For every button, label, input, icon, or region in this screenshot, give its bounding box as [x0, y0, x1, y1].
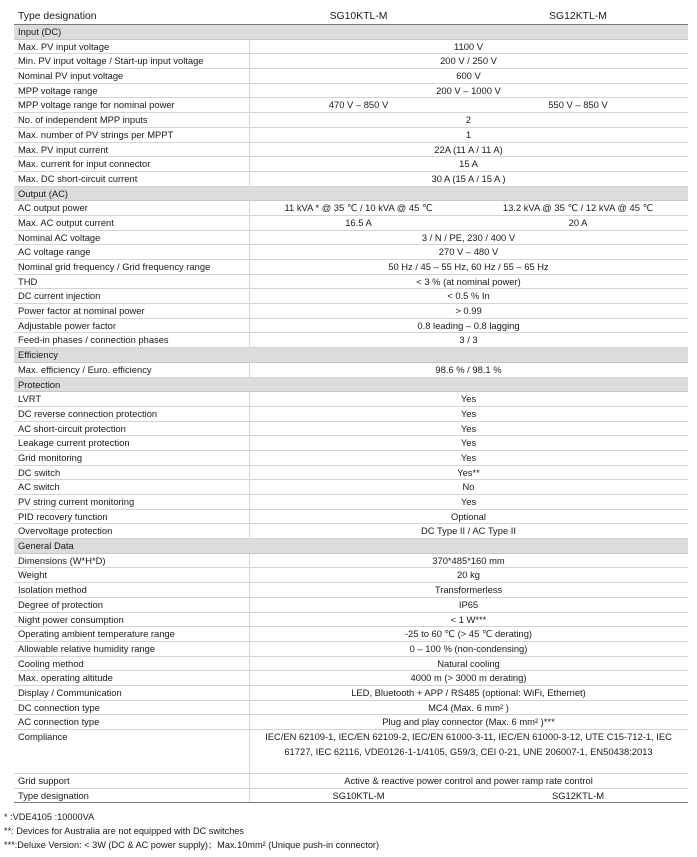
row-label: Max. current for input connector: [18, 158, 151, 170]
row-label: Power factor at nominal power: [18, 305, 145, 317]
footnotes: [4, 810, 379, 852]
row-value: 600 V: [456, 70, 481, 82]
table-row: [14, 583, 688, 598]
row-value: DC Type II / AC Type II: [420, 525, 516, 537]
row-label: Overvoltage protection: [18, 525, 113, 537]
table-row: [14, 774, 688, 789]
row-label: MPP voltage range for nominal power: [18, 99, 175, 111]
row-value: Plug and play connector (Max. 6 mm² )***: [382, 716, 555, 728]
row-value: 20 kg: [457, 569, 480, 581]
table-row: [14, 333, 688, 348]
table-row: [14, 495, 688, 510]
row-value: Natural cooling: [437, 657, 500, 669]
table-row: [14, 686, 688, 701]
row-value: -25 to 60 ℃ (> 45 ℃ derating): [404, 628, 533, 640]
table-row: [14, 231, 688, 246]
row-label: Grid monitoring: [18, 451, 83, 463]
row-label: Max. number of PV strings per MPPT: [18, 128, 174, 140]
row-label: Nominal PV input voltage: [18, 70, 124, 82]
table-row: [14, 143, 688, 158]
table-row: [14, 54, 688, 69]
table-row: [14, 392, 688, 407]
row-value: 270 V – 480 V: [438, 246, 499, 258]
table-row: [14, 510, 688, 525]
row-label: DC connection type: [18, 701, 100, 713]
row-value: Yes**: [457, 466, 480, 478]
row-label: MPP voltage range: [18, 84, 98, 96]
table-row: [14, 289, 688, 304]
table-row: [14, 363, 688, 378]
table-row: [14, 730, 688, 774]
table-row: [14, 172, 688, 187]
row-value: 3 / 3: [459, 334, 478, 346]
row-value: 3 / N / PE, 230 / 400 V: [421, 231, 516, 243]
row-label: Max. PV input voltage: [18, 40, 110, 52]
row-label: Nominal AC voltage: [18, 231, 101, 243]
row-value: 2: [465, 114, 472, 126]
table-row: [14, 701, 688, 716]
row-label: AC short-circuit protection: [18, 422, 126, 434]
table-row: [14, 84, 688, 99]
header-model-1: SG10KTL-M: [329, 11, 388, 22]
row-value-model-1: SG10KTL-M: [332, 789, 385, 801]
row-label: AC voltage range: [18, 246, 91, 258]
table-row: [14, 598, 688, 613]
table-row: [14, 275, 688, 290]
row-value-model-2: SG12KTL-M: [551, 789, 605, 801]
row-value: < 1 W***: [450, 613, 487, 625]
row-label: Adjustable power factor: [18, 319, 116, 331]
table-row: [14, 319, 688, 334]
row-value: No: [462, 481, 475, 493]
table-row: [14, 627, 688, 642]
row-value: 98.6 % / 98.1 %: [435, 363, 502, 375]
row-value: Yes: [460, 451, 477, 463]
table-row: [14, 201, 688, 216]
table-row: [14, 789, 688, 804]
row-value: 4000 m (> 3000 m derating): [410, 672, 527, 684]
table-row: [14, 157, 688, 172]
table-row: [14, 113, 688, 128]
row-label: Cooling method: [18, 657, 84, 669]
row-value-model-1: 470 V – 850 V: [328, 99, 389, 111]
row-label: Allowable relative humidity range: [18, 642, 156, 654]
row-value: Active & reactive power control and power ramp rate control: [344, 775, 593, 786]
row-label: AC connection type: [18, 716, 100, 728]
row-value: Yes: [460, 437, 477, 449]
row-value: 15 A: [459, 158, 478, 170]
table-row: [14, 480, 688, 495]
row-value: Transformerless: [434, 584, 503, 596]
table-row: [14, 554, 688, 569]
section-title: Efficiency: [14, 348, 688, 363]
row-value: 30 A (15 A / 15 A ): [431, 172, 506, 184]
row-value: 22A (11 A / 11 A): [434, 143, 503, 155]
row-label: No. of independent MPP inputs: [18, 114, 148, 126]
row-value: 1: [465, 128, 472, 140]
table-row: [14, 715, 688, 730]
section-title: Protection: [14, 378, 688, 393]
table-row: [14, 40, 688, 55]
row-label: Isolation method: [18, 584, 87, 596]
table-row: [14, 657, 688, 672]
table-row: [14, 524, 688, 539]
row-label: LVRT: [18, 393, 42, 405]
row-value: 50 Hz / 45 – 55 Hz, 60 Hz / 55 – 65 Hz: [388, 261, 549, 272]
row-value: Yes: [460, 496, 477, 507]
table-row: [14, 613, 688, 628]
row-value: IP65: [458, 598, 479, 610]
footnote: **: Devices for Australia are not equipped with DC switches: [4, 826, 245, 836]
row-label: Leakage current protection: [18, 437, 130, 449]
table-row: [14, 245, 688, 260]
row-value: Optional: [451, 510, 486, 522]
row-value: 370*485*160 mm: [432, 554, 505, 566]
row-value: 200 V – 1000 V: [436, 84, 501, 96]
row-value: Yes: [460, 407, 477, 419]
row-value-model-2: 13.2 kVA @ 35 ℃ / 12 kVA @ 45 ℃: [502, 202, 654, 214]
row-label: Display / Communication: [18, 686, 122, 698]
table-row: [14, 128, 688, 143]
table-row: [14, 407, 688, 422]
row-label: Weight: [18, 569, 48, 581]
row-value: 0.8 leading – 0.8 lagging: [417, 319, 520, 331]
section-title: Output (AC): [14, 187, 688, 202]
row-label: Night power consumption: [18, 613, 124, 625]
row-label: Max. operating altitude: [18, 672, 113, 684]
table-row: [14, 98, 688, 113]
row-label: Compliance: [18, 731, 68, 742]
table-row: [14, 466, 688, 481]
table-row: [14, 422, 688, 437]
row-value: LED, Bluetooth + APP / RS485 (optional: WiFi, Ethernet): [351, 686, 586, 698]
row-value: MC4 (Max. 6 mm² ): [428, 701, 509, 713]
row-value: > 0.99: [455, 305, 482, 317]
row-value-model-2: 550 V – 850 V: [548, 99, 608, 111]
row-value: Yes: [460, 393, 477, 405]
footnote: * :VDE4105 :10000VA: [4, 812, 95, 822]
header-label: Type designation: [18, 11, 97, 22]
row-label: Dimensions (W*H*D): [18, 554, 106, 566]
row-label: DC current injection: [18, 290, 101, 302]
row-label: Max. PV input current: [18, 143, 109, 155]
table-row: [14, 304, 688, 319]
row-value-model-1: 11 kVA * @ 35 ℃ / 10 kVA @ 45 ℃: [284, 202, 433, 214]
row-label: Max. efficiency / Euro. efficiency: [18, 363, 152, 375]
section-title: General Data: [14, 539, 688, 554]
row-label: Operating ambient temperature range: [18, 628, 175, 640]
row-label: Degree of protection: [18, 598, 103, 610]
table-row: [14, 671, 688, 686]
row-label: PID recovery function: [18, 510, 108, 522]
row-value: 200 V / 250 V: [440, 55, 497, 67]
row-label: Grid support: [18, 775, 70, 786]
spec-table: [14, 8, 688, 803]
table-row: [14, 436, 688, 451]
row-label: Feed-in phases / connection phases: [18, 334, 169, 346]
row-label: PV string current monitoring: [18, 496, 135, 507]
row-label: AC switch: [18, 481, 60, 493]
section-title: Input (DC): [14, 25, 688, 40]
table-row: [14, 216, 688, 231]
row-label: Max. DC short-circuit current: [18, 172, 138, 184]
row-value: < 3 % (at nominal power): [416, 275, 521, 287]
table-row: [14, 69, 688, 84]
row-value-model-2: 20 A: [568, 216, 588, 228]
table-row: [14, 568, 688, 583]
row-label: AC output power: [18, 202, 88, 214]
row-label: DC switch: [18, 466, 61, 478]
footnote: ***:Deluxe Version: < 3W (DC & AC power supply)；Max.10mm² (Unique push-in connector): [4, 840, 380, 850]
header-model-2: SG12KTL-M: [549, 11, 607, 22]
row-label: Min. PV input voltage / Start-up input voltage: [18, 55, 204, 67]
row-value: IEC/EN 62109-1, IEC/EN 62109-2, IEC/EN 61000-3-11, IEC/EN 61000-3-12, UTE C15-712-1, IEC 61727, IEC 62116, VDE0126-1-1/4105, G59/3, CEI 0-21, UNE 206007-1, EN50438:2013: [265, 731, 672, 757]
table-row: [14, 642, 688, 657]
row-label: Type designation: [18, 789, 89, 801]
row-value: 0 – 100 % (non-condensing): [409, 642, 528, 654]
row-value: Yes: [460, 422, 477, 434]
row-label: DC reverse connection protection: [18, 407, 158, 419]
table-row: [14, 260, 688, 275]
table-row: [14, 451, 688, 466]
row-value: < 0.5 % In: [447, 290, 490, 302]
table-header: [14, 8, 688, 25]
row-value: 1100 V: [453, 40, 484, 52]
row-label: THD: [18, 275, 38, 287]
row-value-model-1: 16.5 A: [345, 216, 372, 228]
row-label: Nominal grid frequency / Grid frequency range: [18, 261, 211, 272]
row-label: Max. AC output current: [18, 216, 114, 228]
